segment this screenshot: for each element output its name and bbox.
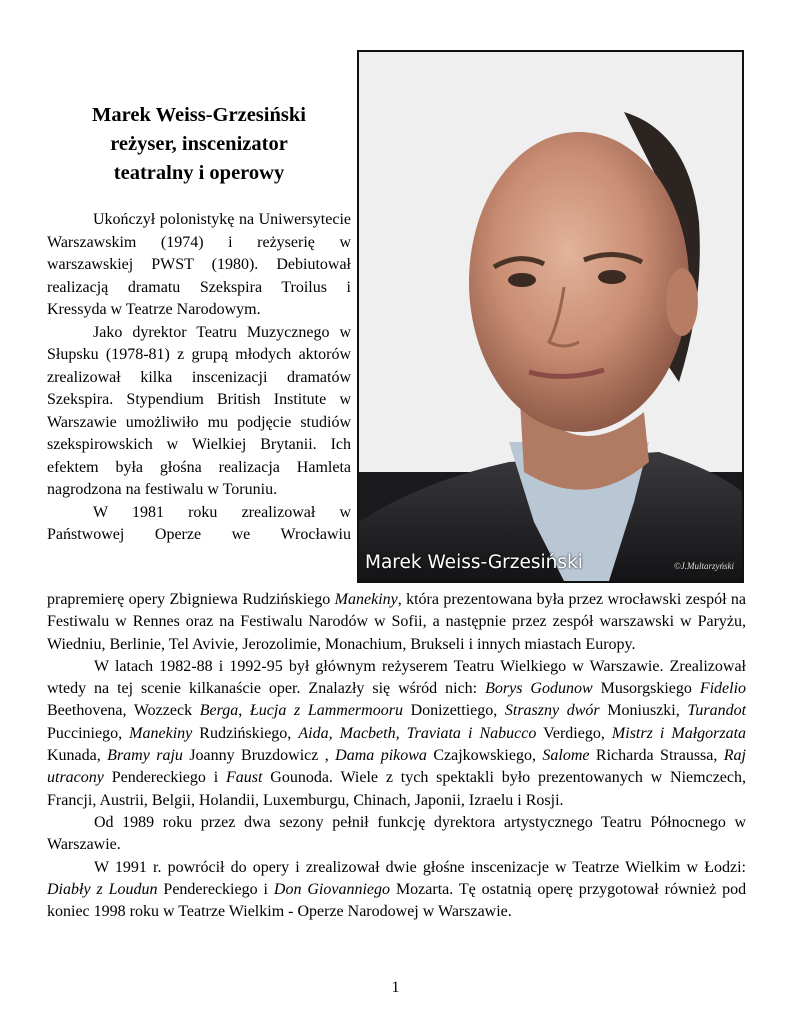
- opera-title: Manekiny: [334, 591, 398, 608]
- text-segment: Kunada,: [47, 747, 101, 765]
- text-segment: Mozarta. Tę ostatnią operę przygotował również pod koniec 1998 roku w Teatrze Wielkim - Operze Narodowej w Warszawie.: [47, 880, 747, 921]
- portrait-photo: [357, 50, 744, 583]
- paragraph-teatr-polnocny: Od 1989 roku przez dwa sezony pełnił funkcję dyrektora artystycznego Teatru Północnego w Warszawie.: [47, 813, 746, 854]
- paragraph-wroclaw-continued: [47, 589, 746, 656]
- title-line-name: Marek Weiss-Grzesiński: [92, 104, 306, 126]
- text-segment: Donizettiego,: [410, 702, 498, 720]
- text-segment: Gounoda. Wiele z tych spektakli było prezentowanych w Niemczech, Francji, Austrii, Belgii, Holandii, Luxemburgu, Chinach, Japonii, Izraelu i Rosji.: [47, 769, 747, 809]
- full-width-text: [47, 589, 746, 923]
- title-line-role-2: teatralny i operowy: [113, 162, 285, 184]
- text-segment: Musorgskiego: [600, 680, 692, 698]
- paragraph-slupsk: Jako dyrektor Teatru Muzycznego w Słupsku (1978-81) z grupą młodych aktorów zrealizował kilka inscenizacji dramatów Szekspira. Stypendium British Institute w Warszawie umożliwiło mu podjęcie studiów szekspirowskich w Wielkiej Brytanii. Ich efektem była głośna realizacja Hamleta nagrodzona na festiwalu w Toruniu.: [47, 323, 351, 498]
- opera-title: Dama pikowa: [335, 747, 427, 765]
- opera-title: Łucja z Lammermooru: [249, 702, 403, 720]
- opera-title: Don Giovanniego: [273, 880, 391, 898]
- paragraph-education: Ukończył polonistykę na Uniwersytecie Warszawskim (1974) i reżyserię w warszawskiej PWST (1980). Debiutował realizacją dramatu Szekspira Troilus i Kressyda w Teatrze Narodowym.: [47, 211, 351, 318]
- portrait-illustration: [359, 52, 742, 581]
- text-segment: W 1991 r. powrócił do opery i zrealizował dwie głośne inscenizacje w Teatrze Wielkim w Łodzi:: [94, 858, 746, 876]
- opera-title: Fidelio: [699, 680, 747, 698]
- page-number: 1: [391, 979, 400, 996]
- text-segment: Verdiego,: [543, 724, 605, 742]
- text-segment: Pendereckiego i: [111, 769, 219, 787]
- paragraph-lodz: [47, 857, 746, 924]
- title-line-role: reżyser, inscenizator: [110, 133, 288, 155]
- opera-title: Salome: [542, 747, 590, 765]
- opera-title: Aida, Macbeth, Traviata i Nabucco: [298, 724, 537, 742]
- paragraph-teatr-wielki: [47, 656, 746, 812]
- opera-title: Borys Godunow: [485, 680, 593, 698]
- text-segment: Joanny Bruzdowicz ,: [189, 747, 329, 765]
- photo-credit: ©J.Multarzyński: [673, 561, 734, 571]
- text-segment: W latach 1982-88 i 1992-95 był głównym reżyserem Teatru Wielkiego w Warszawie. Zrealizował wtedy na tej scenie kilkanaście oper. Znalazły się wśród nich:: [47, 657, 746, 698]
- photo-caption: Marek Weiss-Grzesiński: [365, 552, 583, 573]
- opera-title: Bramy raju: [107, 747, 183, 765]
- left-column-text: [47, 209, 351, 547]
- opera-title: Straszny dwór: [504, 702, 600, 720]
- text-segment: Rudzińskiego,: [199, 724, 292, 742]
- paragraph-wroclaw-start: W 1981 roku zrealizował w Państwowej Operze we Wrocławiu: [47, 503, 351, 543]
- opera-title: Diabły z Loudun: [47, 880, 158, 898]
- opera-title: Faust: [225, 769, 263, 787]
- text-segment: Moniuszki,: [607, 702, 680, 720]
- opera-title: Mistrz i Małgorzata: [611, 724, 747, 742]
- opera-title: Manekiny: [129, 724, 193, 742]
- text-segment: prapremierę opery Zbigniewa Rudzińskiego: [47, 591, 331, 608]
- opera-title: Turandot: [687, 702, 747, 720]
- text-segment: , która prezentowana była przez wrocławski zespół na Festiwalu w Rennes oraz na Festiwalu Narodów w Sofii, a następnie przez zespół warszawski w Paryżu, Wiedniu, Berlinie, Tel Avivie, Jerozolimie, Monachium, Brukseli i innych miastach Europy.: [47, 591, 747, 653]
- opera-title: Berga: [199, 702, 239, 720]
- text-segment: Czajkowskiego,: [433, 747, 536, 765]
- opera-title: Raj utracony: [47, 747, 746, 787]
- text-segment: Pendereckiego i: [163, 880, 268, 898]
- text-segment: Beethovena, Wozzeck: [47, 702, 193, 720]
- text-segment: Richarda Straussa,: [595, 747, 718, 765]
- text-segment: ,: [238, 702, 243, 720]
- text-segment: Pucciniego,: [47, 724, 123, 742]
- page-title: [46, 101, 352, 188]
